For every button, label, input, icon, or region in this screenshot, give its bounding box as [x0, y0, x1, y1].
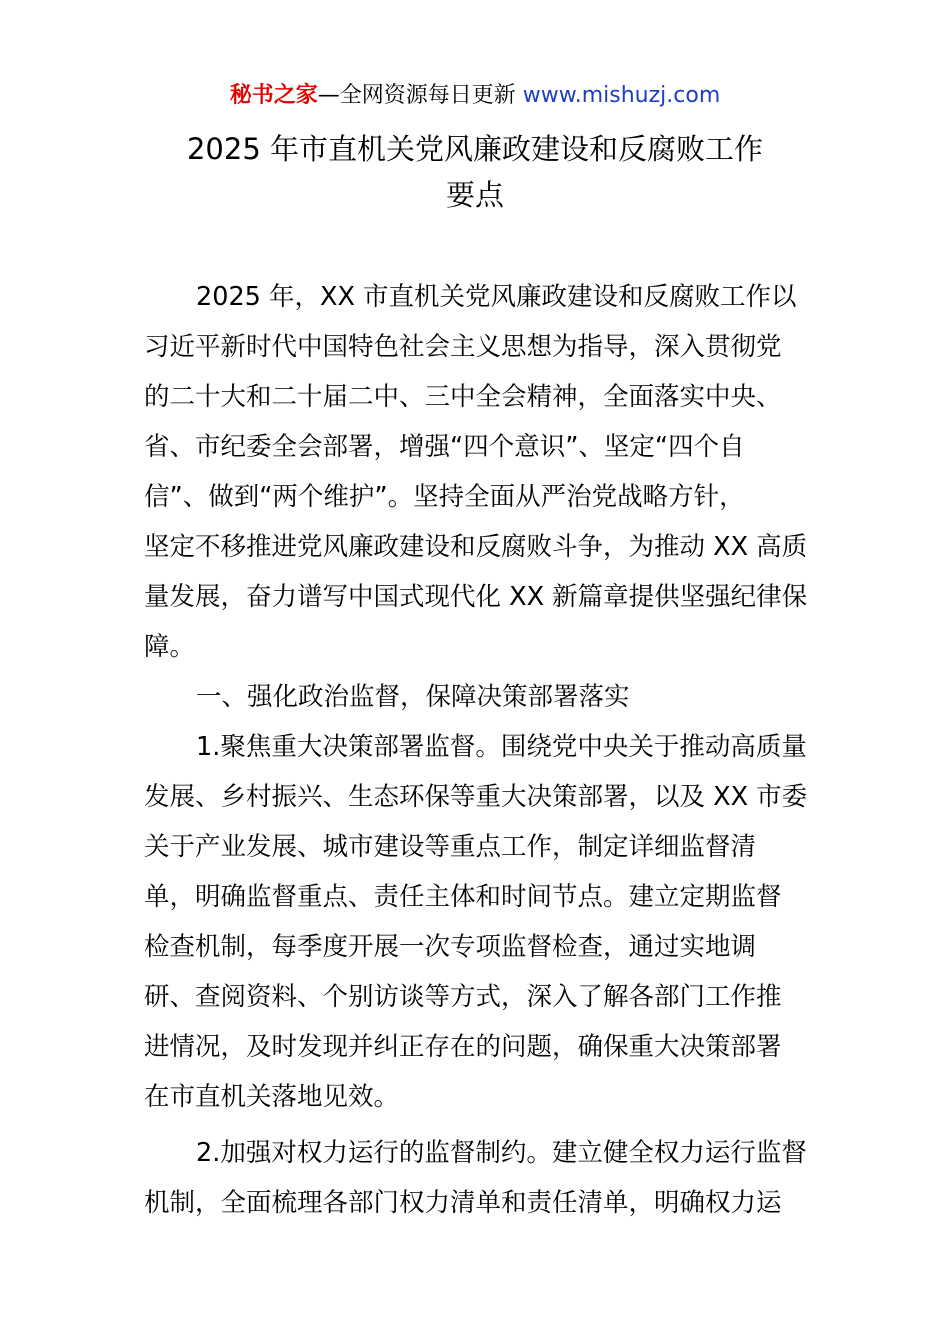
document-title: [140, 126, 810, 218]
item-1-paragraph: [144, 722, 814, 1122]
title-line-1: 2025 年市直机关党风廉政建设和反腐败工作: [186, 132, 764, 166]
site-header: [0, 80, 950, 112]
text-line: 信”、做到“两个维护”。坚持全面从严治党战略方针，: [144, 482, 745, 512]
text-line: 关于产业发展、城市建设等重点工作，制定详细监督清: [144, 832, 757, 862]
text-line: 2025 年，XX 市直机关党风廉政建设和反腐败工作以: [196, 282, 797, 312]
text-line: 进情况，及时发现并纠正存在的问题，确保重大决策部署: [144, 1032, 782, 1062]
text-line: 量发展，奋力谱写中国式现代化 XX 新篇章提供坚强纪律保: [144, 582, 808, 612]
text-line: 省、市纪委全会部署，增强“四个意识”、坚定“四个自: [144, 432, 745, 462]
text-line: 单，明确监督重点、责任主体和时间节点。建立定期监督: [144, 882, 782, 912]
text-line: 1.聚焦重大决策部署监督。围绕党中央关于推动高质量: [196, 732, 807, 762]
item-2-paragraph: [144, 1128, 814, 1228]
text-line: 坚定不移推进党风廉政建设和反腐败斗争，为推动 XX 高质: [144, 532, 808, 562]
text-line: 研、查阅资料、个别访谈等方式，深入了解各部门工作推: [144, 982, 782, 1012]
site-url-link[interactable]: www.mishuzj.com: [522, 83, 721, 108]
header-tagline: —全网资源每日更新: [317, 83, 516, 108]
text-line: 发展、乡村振兴、生态环保等重大决策部署，以及 XX 市委: [144, 782, 808, 812]
section-heading: 一、强化政治监督，保障决策部署落实: [196, 682, 630, 712]
brand-name: 秘书之家: [229, 83, 318, 108]
intro-paragraph: [144, 272, 814, 672]
text-line: 的二十大和二十届二中、三中全会精神，全面落实中央、: [144, 382, 782, 412]
text-line: 检查机制，每季度开展一次专项监督检查，通过实地调: [144, 932, 757, 962]
text-line: 障。: [144, 632, 196, 662]
document-body: [144, 272, 814, 1228]
text-line: 机制，全面梳理各部门权力清单和责任清单，明确权力运: [144, 1188, 782, 1218]
text-line: 习近平新时代中国特色社会主义思想为指导，深入贯彻党: [144, 332, 782, 362]
title-line-2: 要点: [445, 178, 504, 212]
text-line: 2.加强对权力运行的监督制约。建立健全权力运行监督: [196, 1138, 807, 1168]
text-line: 在市直机关落地见效。: [144, 1082, 400, 1112]
